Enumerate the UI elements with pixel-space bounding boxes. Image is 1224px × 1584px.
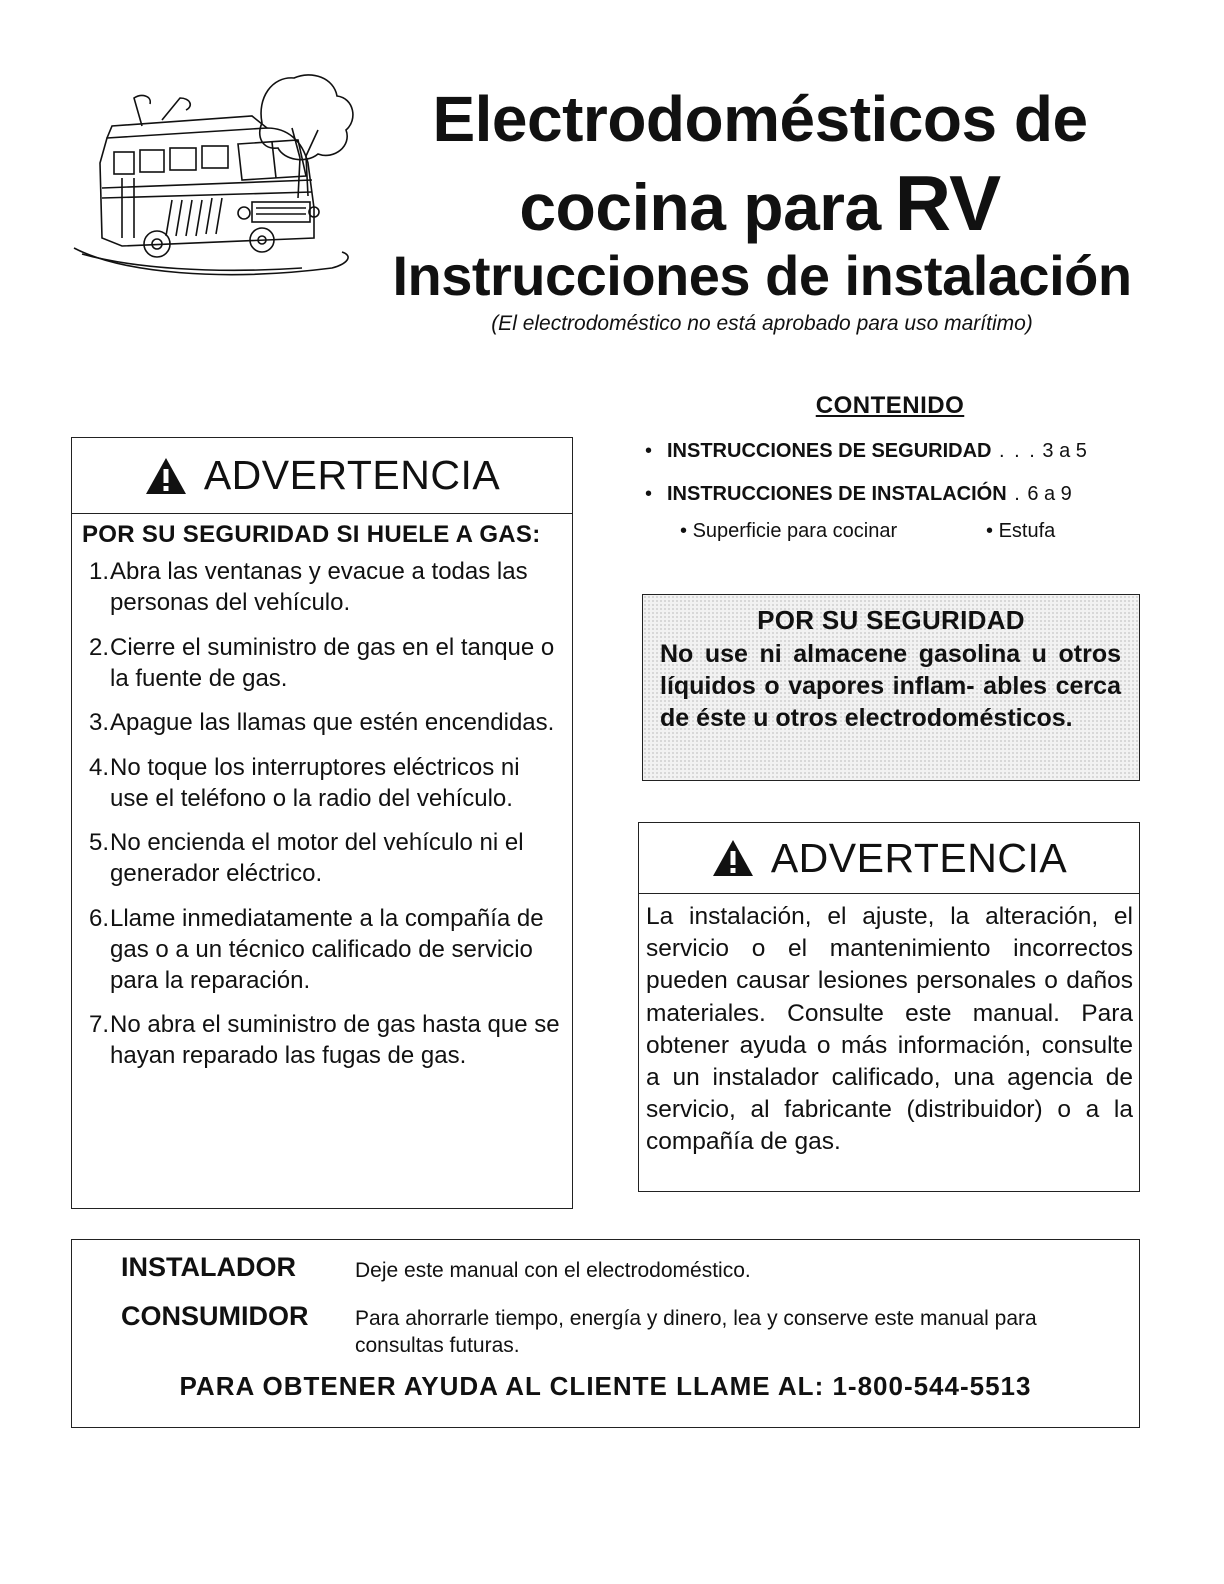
warning-heading: ADVERTENCIA [203,452,501,498]
warning-header [639,823,1139,894]
step-number: 5. [88,829,109,856]
safety-text: No use ni almacene gasolina u otros líquidos o vapores inflam- ables cerca de éste u otros electrodomésticos. [660,640,1121,732]
list-item [72,632,564,694]
step-number: 2. [88,633,109,661]
installation-warning-text: La instalación, el ajuste, la alteración, el servicio o el mantenimiento incorrectos pueden causar lesiones personales o daños materiales. Consulte este manual. Para obtener ayuda o más información, consulte a un instalador calificado, una agencia de servicio, al fabricante (distribuidor) o a la compañía de gas. [646,903,1133,1156]
toc-sub-label: Superficie para cocinar [692,520,898,542]
step-text: Cierre el suministro de gas en el tanque o la fuente de gas. [110,633,555,692]
step-number: 3. [88,709,109,736]
step-text: No abra el suministro de gas hasta que se hayan reparado las fugas de gas. [110,1011,560,1069]
installation-warning-box [638,822,1140,1192]
step-number: 6. [88,904,109,932]
list-item [72,827,564,889]
title-line-3: Instrucciones de instalación [392,244,1132,307]
list-item [72,903,564,996]
gas-warning-box [71,437,573,1209]
installer-label: INSTALADOR [121,1252,296,1282]
warning-triangle-icon [144,456,188,496]
step-number: 4. [88,753,109,781]
step-text: No encienda el motor del vehículo ni el generador eléctrico. [110,829,524,887]
bullet-icon: • [680,520,693,542]
list-item [72,556,564,618]
toc-dots: . [1006,483,1022,505]
toc-entry[interactable] [645,483,1072,506]
list-item [72,1009,564,1071]
list-item [72,707,564,738]
gas-smell-lead: POR SU SEGURIDAD SI HUELE A GAS: [82,521,541,548]
audience-box [71,1239,1140,1428]
title-line-2 [370,158,1150,249]
step-text: Llame inmediatamente a la compañía de gas o a un técnico calificado de servicio para la reparación. [110,904,544,994]
installer-text: Deje este manual con el electrodoméstico. [355,1259,751,1282]
toc-pages: 6 a 9 [1021,483,1072,505]
toc-entry[interactable] [645,440,1087,463]
consumer-text: Para ahorrarle tiempo, energía y dinero, lea y conserve este manual para consultas futuras. [355,1307,1037,1357]
toc-sub-label: Estufa [998,520,1056,542]
step-text: Abra las ventanas y evacue a todas las personas del vehículo. [110,558,528,616]
safety-notice-box [642,594,1140,781]
subtitle: (El electrodoméstico no está aprobado para uso marítimo) [491,312,1033,335]
title-line-2-text: cocina para [519,170,881,244]
toc-label: INSTRUCCIONES DE INSTALACIÓN [667,483,1007,505]
title-rv: RV [894,159,1001,247]
toc-sub-entry [680,520,897,543]
bullet-icon: • [645,483,653,505]
warning-heading: ADVERTENCIA [770,834,1068,881]
customer-help-phone[interactable]: PARA OBTENER AYUDA AL CLIENTE LLAME AL: 1-800-544-5513 [179,1371,1032,1401]
warning-header [72,438,572,514]
consumer-label: CONSUMIDOR [121,1301,309,1331]
step-number: 7. [88,1011,109,1038]
step-text: No toque los interruptores eléctricos ni use el teléfono o la radio del vehículo. [110,753,520,812]
gas-steps-list [72,556,572,1071]
toc-dots: . . . [991,440,1037,462]
safety-title: POR SU SEGURIDAD [757,605,1025,635]
toc-sub-entry [986,520,1055,543]
toc-pages: 3 a 5 [1036,440,1087,462]
title-line-1: Electrodomésticos de [432,83,1088,155]
list-item [72,752,564,814]
warning-triangle-icon [711,838,755,878]
toc-label: INSTRUCCIONES DE SEGURIDAD [667,440,992,462]
rv-illustration [62,68,362,283]
bullet-icon: • [645,440,653,462]
bullet-icon: • [986,520,999,542]
step-text: Apague las llamas que estén encendidas. [110,709,555,736]
step-number: 1. [88,558,109,585]
contents-title: CONTENIDO [815,392,965,419]
